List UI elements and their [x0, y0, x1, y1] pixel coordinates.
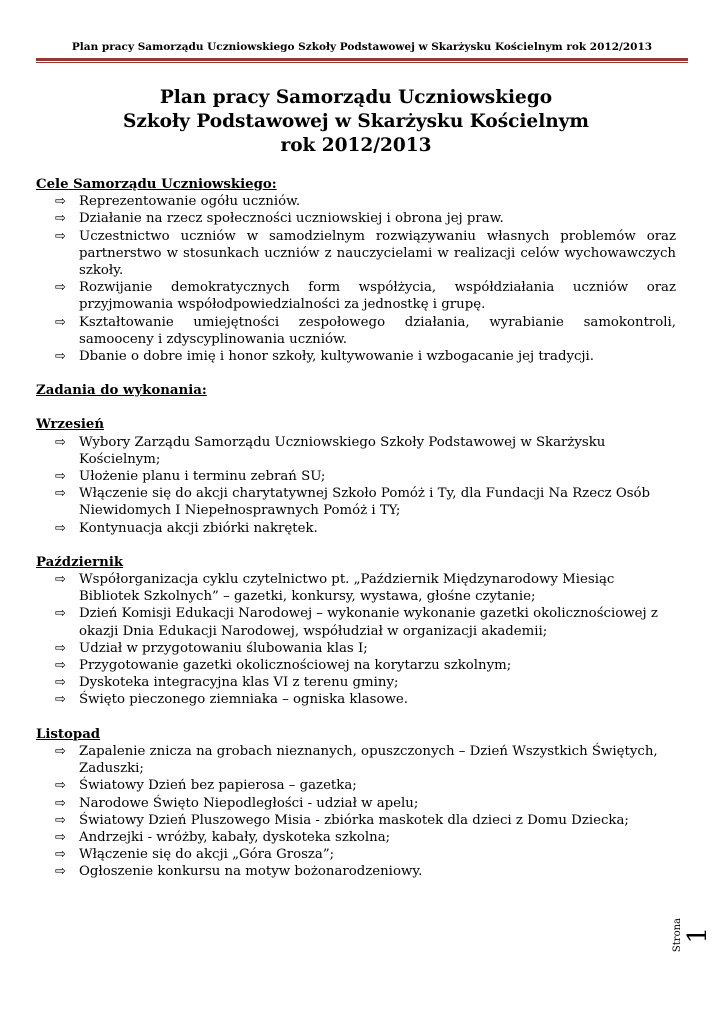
list-item: ⇨ Udział w przygotowaniu ślubowania klas I; [55, 640, 368, 656]
list-item: ⇨ Światowy Dzień bez papierosa – gazetka; [55, 778, 357, 794]
arrow-right-outline-icon: ⇨ [55, 469, 66, 485]
arrow-right-outline-icon: ⇨ [55, 829, 66, 845]
list-item: ⇨ Rozwijanie demokratycznych form współżycia, współdziałania uczniów oraz przyjmowania współodpowiedzialności za jednostkę i grupę. [55, 280, 676, 313]
november-list [36, 743, 676, 881]
arrow-right-outline-icon: ⇨ [55, 194, 66, 210]
list-item: ⇨ Przygotowanie gazetki okolicznościowej na korytarzu szkolnym; [55, 658, 512, 674]
september-list [36, 434, 676, 537]
arrow-right-outline-icon: ⇨ [55, 572, 66, 588]
list-item: ⇨ Włączenie się do akcji charytatywnej Szkoło Pomóż i Ty, dla Fundacji Na Rzecz Osób Niewidomych I Niepełnosprawnych Pomóż i TY; [55, 486, 651, 519]
arrow-right-outline-icon: ⇨ [55, 675, 66, 691]
list-item: ⇨ Dzień Komisji Edukacji Narodowej – wykonanie wykonanie gazetki okolicznościowej z okazji Dnia Edukacji Narodowej, współudział w organizacji akademii; [55, 606, 658, 639]
list-item: ⇨ Wybory Zarządu Samorządu Uczniowskiego Szkoły Podstawowej w Skarżysku Kościelnym; [55, 434, 606, 467]
arrow-right-outline-icon: ⇨ [55, 349, 66, 365]
page-label: Strona [672, 917, 683, 952]
header-rule-thin [36, 62, 688, 63]
running-header: Plan pracy Samorządu Uczniowskiego Szkoły Podstawowej w Skarżysku Kościelnym rok 2012/2013 [71, 41, 653, 53]
goals-list [36, 193, 676, 365]
month-heading-september: Wrzesień [36, 417, 105, 433]
arrow-right-outline-icon: ⇨ [55, 658, 66, 674]
document-title [36, 86, 676, 158]
arrow-right-outline-icon: ⇨ [55, 314, 66, 330]
list-item: ⇨ Światowy Dzień Pluszowego Misia - zbiórka maskotek dla dzieci z Domu Dziecka; [55, 812, 629, 828]
arrow-right-outline-icon: ⇨ [55, 778, 66, 794]
list-item: ⇨ Włączenie się do akcji „Góra Grosza”; [55, 847, 335, 863]
arrow-right-outline-icon: ⇨ [55, 812, 66, 828]
title-line-3: rok 2012/2013 [280, 135, 432, 156]
document-body [36, 176, 676, 881]
list-item: ⇨ Święto pieczonego ziemniaka – ogniska klasowe. [55, 692, 408, 708]
arrow-right-outline-icon: ⇨ [55, 795, 66, 811]
arrow-right-outline-icon: ⇨ [55, 520, 66, 536]
arrow-right-outline-icon: ⇨ [55, 692, 66, 708]
arrow-right-outline-icon: ⇨ [55, 434, 66, 450]
title-line-1: Plan pracy Samorządu Uczniowskiego [159, 87, 553, 108]
month-heading-november: Listopad [36, 726, 101, 742]
list-item: ⇨ Uczestnictwo uczniów w samodzielnym rozwiązywaniu własnych problemów oraz partnerstwo w stosunkach uczniów z nauczycielami w realizacji celów wychowawczych szkoły. [55, 228, 676, 279]
list-item: ⇨ Zapalenie znicza na grobach nieznanych, opuszczonych – Dzień Wszystkich Świętych, Zaduszki; [55, 743, 658, 777]
arrow-right-outline-icon: ⇨ [55, 847, 66, 863]
list-item: ⇨ Narodowe Święto Niepodległości - udział w apelu; [55, 795, 419, 811]
arrow-right-outline-icon: ⇨ [55, 280, 66, 296]
page-footer [672, 918, 711, 952]
arrow-right-outline-icon: ⇨ [55, 640, 66, 656]
list-item: ⇨ Kontynuacja akcji zbiórki nakrętek. [55, 520, 318, 536]
header-rule-thick [36, 58, 688, 61]
list-item: ⇨ Ogłoszenie konkursu na motyw bożonarodzeniowy. [55, 864, 423, 880]
arrow-right-outline-icon: ⇨ [55, 864, 66, 880]
list-item: ⇨ Działanie na rzecz społeczności uczniowskiej i obrona jej praw. [55, 211, 504, 227]
arrow-right-outline-icon: ⇨ [55, 486, 66, 502]
arrow-right-outline-icon: ⇨ [55, 606, 66, 622]
list-item: ⇨ Andrzejki - wróżby, kabały, dyskoteka szkolna; [55, 829, 391, 845]
list-item: ⇨ Reprezentowanie ogółu uczniów. [55, 194, 301, 210]
list-item: ⇨ Dyskoteka integracyjna klas VI z terenu gminy; [55, 675, 399, 691]
page-number: 1 [683, 926, 713, 944]
arrow-right-outline-icon: ⇨ [55, 211, 66, 227]
arrow-right-outline-icon: ⇨ [55, 743, 66, 759]
list-item: ⇨ Kształtowanie umiejętności zespołowego działania, wyrabianie samokontroli, samooceny i zdyscyplinowania uczniów. [55, 314, 676, 347]
tasks-heading: Zadania do wykonania: [36, 383, 207, 399]
month-heading-october: Październik [36, 554, 124, 570]
arrow-right-outline-icon: ⇨ [55, 228, 66, 244]
list-item: ⇨ Współorganizacja cyklu czytelnictwo pt. „Październik Międzynarodowy Miesiąc Bibliotek Szkolnych” – gazetki, konkursy, wystawa, głośne czytanie; [55, 572, 615, 605]
title-line-2: Szkoły Podstawowej w Skarżysku Kościelnym [122, 111, 589, 132]
list-item: ⇨ Dbanie o dobre imię i honor szkoły, kultywowanie i wzbogacanie jej tradycji. [55, 349, 595, 365]
goals-heading: Cele Samorządu Uczniowskiego: [36, 177, 277, 192]
list-item: ⇨ Ułożenie planu i terminu zebrań SU; [55, 469, 326, 485]
october-list [36, 571, 676, 709]
